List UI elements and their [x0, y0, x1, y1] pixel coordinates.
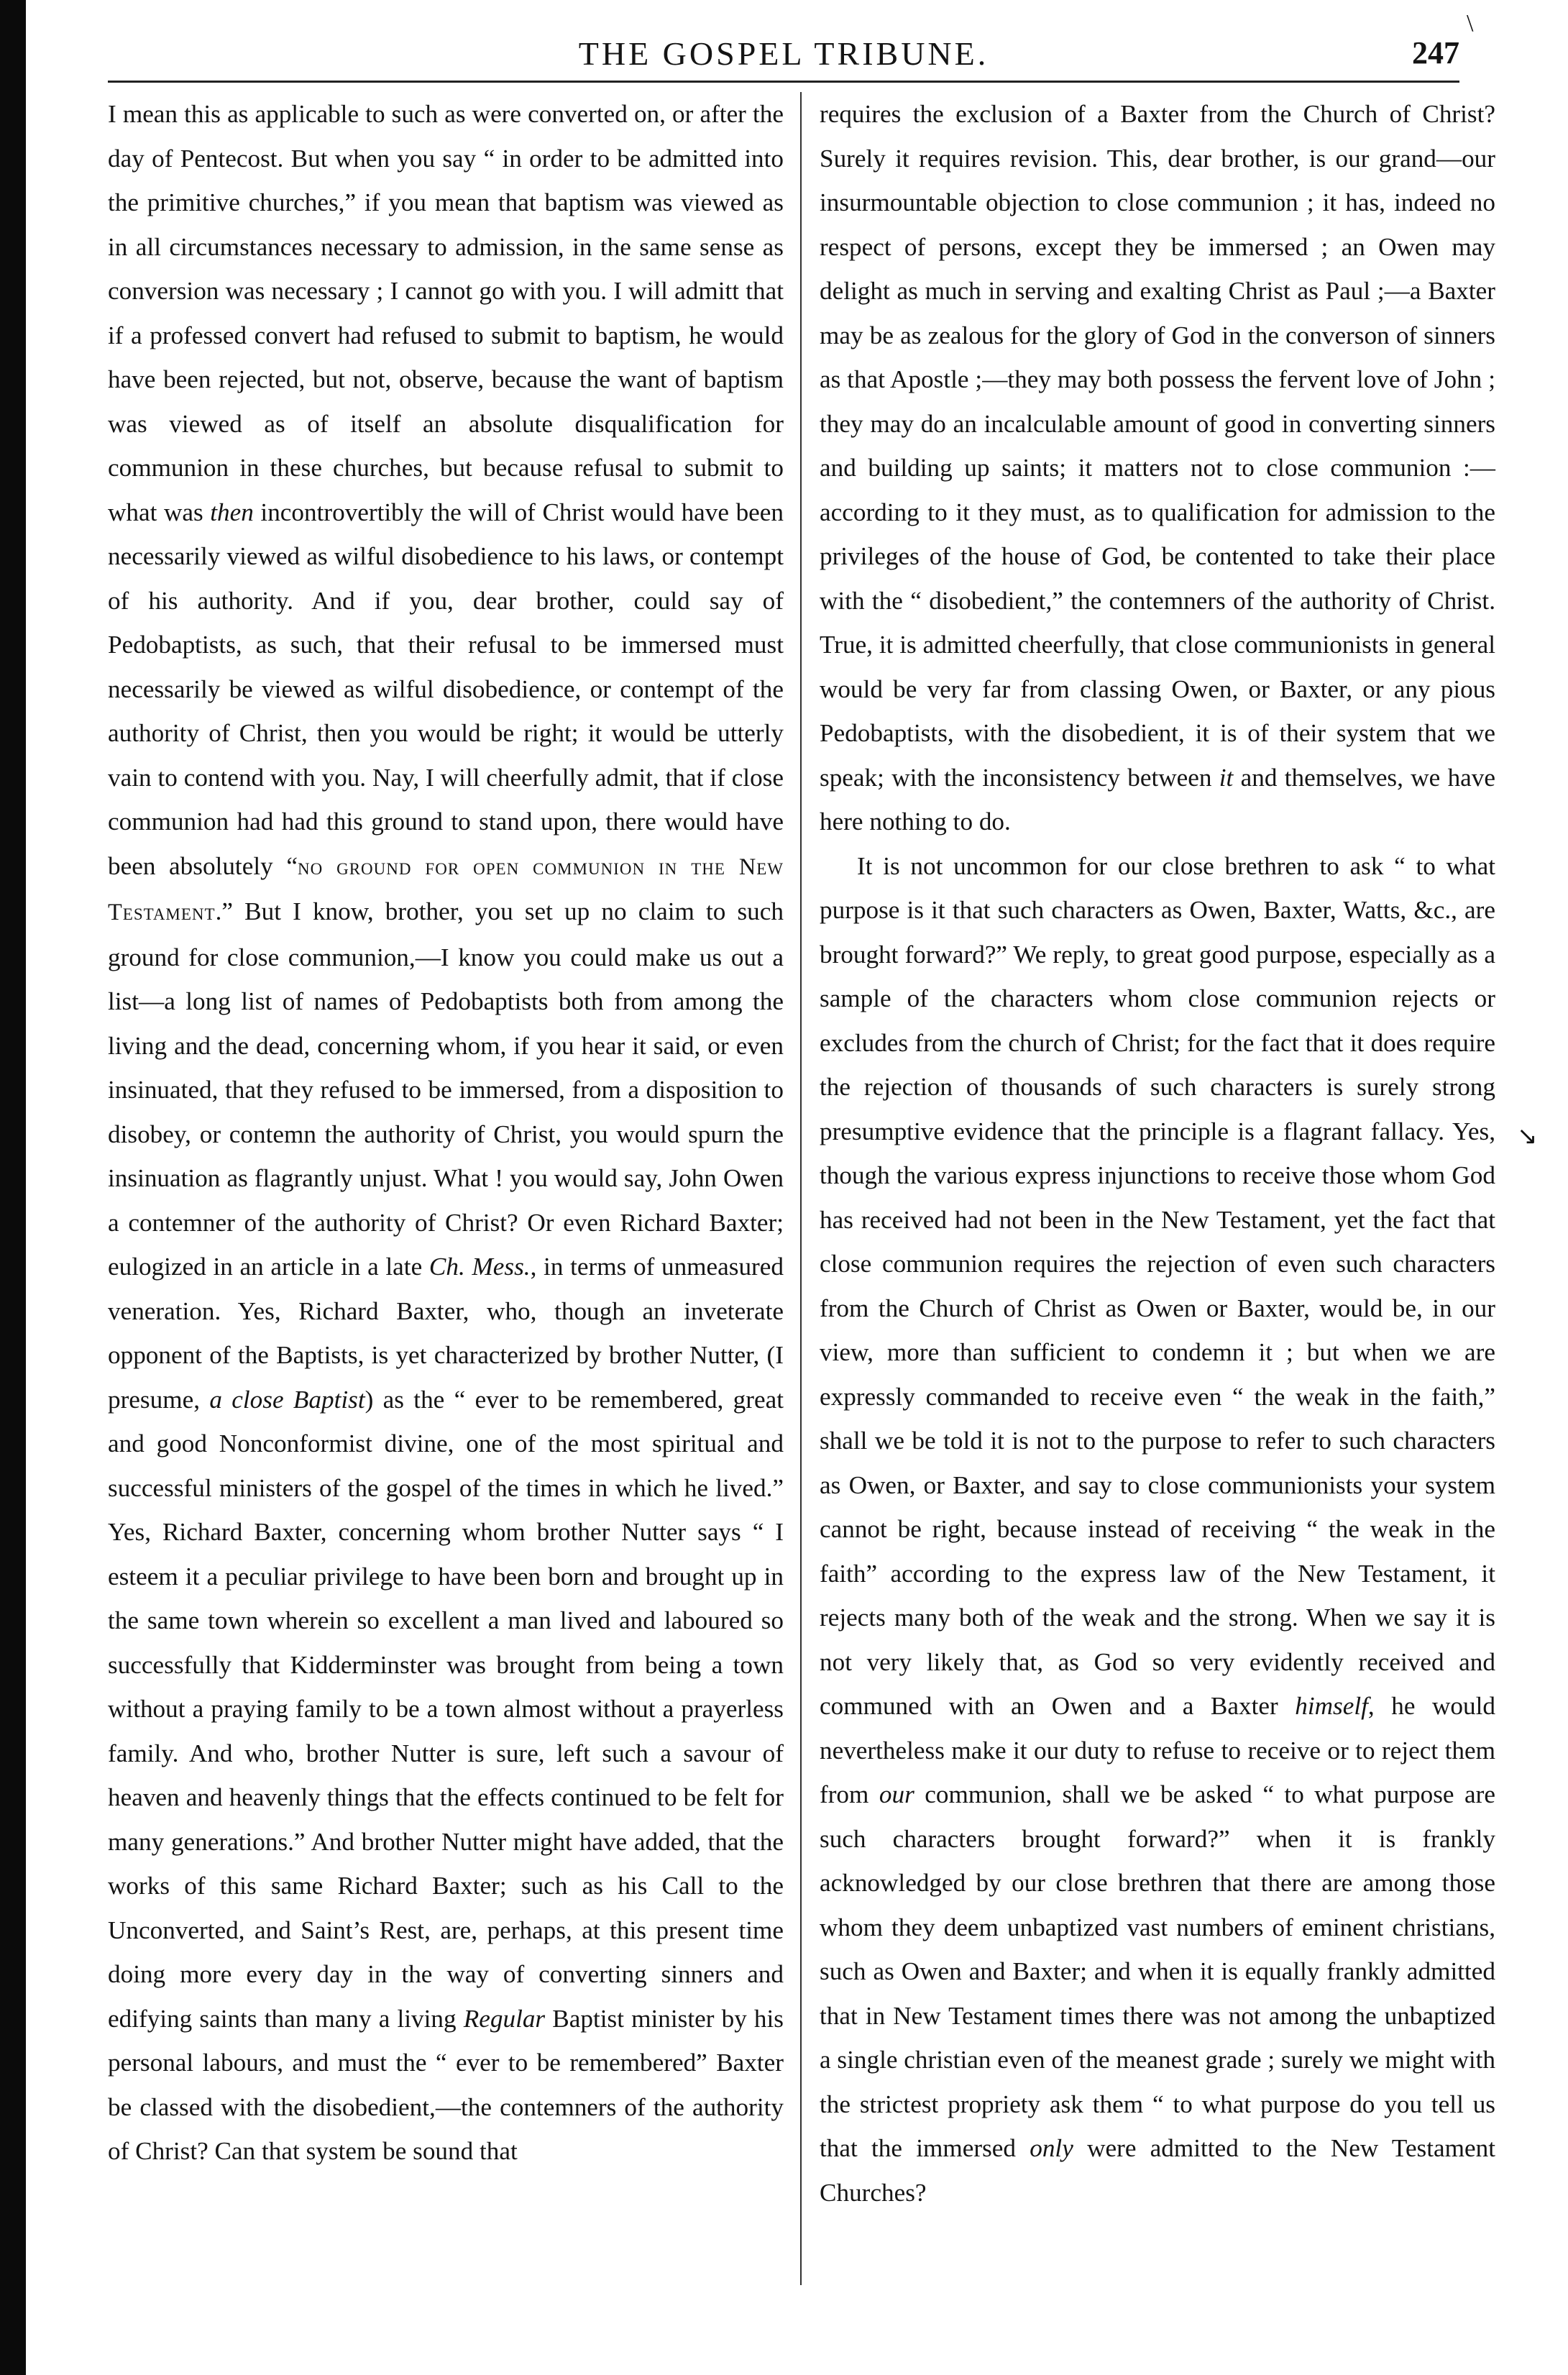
scan-binding-edge	[0, 0, 26, 2375]
right-paragraph-2: It is not uncommon for our close brethren to ask “ to what purpose is it that such characters as Owen, Baxter, Watts, &c., are brought forward?” We reply, to great good purpose, especially as a sample of the characters whom close communion rejects or excludes from the church of Christ; for the fact that it does require the rejection of thousands of such characters is surely strong presumptive evidence that the principle is a flagrant fallacy. Yes, though the various express injunctions to receive those whom God has received had not been in the New Testament, yet the fact that close communion requires the rejection of even such characters from the Church of Christ as Owen or Baxter, would be, in our view, more than sufficient to condemn it ; but when we are expressly commanded to receive even “ the weak in the faith,” shall we be told it is not to the purpose to refer to such characters as Owen, or Baxter, and say to close communionists your system cannot be right, because instead of receiving “ the weak in the faith” according to the express law of the New Testament, it rejects many both of the weak and the strong. When we say it is not very likely that, as God so very evidently received and communed with an Owen and a Baxter himself, he would nevertheless make it our duty to refuse to receive or to reject them from our communion, shall we be asked “ to what purpose are such characters brought forward?” when it is frankly acknowledged by our close brethren that there are among those whom they deem unbaptized vast numbers of eminent christians, such as Owen and Baxter; and when it is equally frankly admitted that in New Testament times there was not among the unbaptized a single christian even of the meanest grade ; surely we might with the strictest propriety ask them “ to what purpose do you tell us that the immersed only were admitted to the New Testament Churches?	[820, 851, 1496, 2207]
page-header	[108, 35, 1459, 85]
scan-margin-mark: ↘	[1517, 1123, 1538, 1150]
page-number: 247	[1412, 35, 1459, 70]
column-divider	[800, 92, 802, 2285]
header-rule	[108, 81, 1459, 83]
right-column	[820, 92, 1495, 2215]
running-title: THE GOSPEL TRIBUNE.	[578, 35, 989, 72]
scan-speck: \	[1467, 10, 1474, 37]
right-paragraph-1: requires the exclusion of a Baxter from the Church of Christ? Surely it requires revision. This, dear brother, is our grand—our insurmountable objection to close communion ; it has, indeed no respect of persons, except they be immersed ; an Owen may delight as much in serving and exalting Christ as Paul ;—a Baxter may be as zealous for the glory of God in the converson of sinners as that Apostle ;—they may both possess the fervent love of John ; they may do an incalculable amount of good in converting sinners and building up saints; it matters not to close communion :—according to it they must, as to qualification for admission to the privileges of the house of God, be contented to take their place with the “ disobedient,” the contemners of the authority of Christ. True, it is admitted cheerfully, that close communionists in general would be very far from classing Owen, or Baxter, or any pious Pedobaptists, with the disobedient, it is of their system that we speak; with the inconsistency between it and themselves, we have here nothing to do.	[820, 100, 1495, 836]
small-caps-phrase: no ground for open communion in the New Testament	[108, 854, 784, 925]
periodical-abbrev: Ch. Mess.	[428, 1253, 531, 1281]
left-paragraph-1: I mean this as applicable to such as were converted on, or after the day of Pentecost. But when you say “ in order to be admitted into the primitive churches,” if you mean that baptism was viewed as in all circumstances necessary to admission, in the same sense as conversion was necessary ; I cannot go with you. I will admitt that if a professed convert had refused to submit to baptism, he would have been rejected, but not, observe, because the want of baptism was viewed as of itself an absolute disqualification for communion in these churches, but because refusal to submit to what was then incontrovertibly the will of Christ would have been necessarily viewed as wilful disobedience to his laws, or contempt of his authority. And if you, dear brother, could say of Pedobaptists, as such, that their refusal to be immersed must necessarily be viewed as wilful disobedience, or contempt of the authority of Christ, then you would be right; it would be utterly vain to contend with you. Nay, I will cheerfully admit, that if close communion had had this ground to stand upon, there would have been absolutely “no ground for open communion in the New Testament.” But I know, brother, you set up no claim to such ground for close communion,—I know you could make us out a list—a long list of names of Pedobaptists both from among the living and the dead, concerning whom, if you hear it said, or even insinuated, that they refused to be immersed, from a disposition to disobey, or contemn the authority of Christ, you would spurn the insinuation as flagrantly unjust. What ! you would say, John Owen a contemner of the authority of Christ? Or even Richard Baxter; eulogized in an article in a late Ch. Mess., in terms of unmeasured veneration. Yes, Richard Baxter, who, though an inveterate opponent of the Baptists, is yet characterized by brother Nutter, (I presume, a close Baptist) as the “ ever to be remembered, great and good Nonconformist divine, one of the most spiritual and successful ministers of the gospel of the times in which he lived.” Yes, Richard Baxter, concerning whom brother Nutter says “ I esteem it a peculiar privilege to have been born and brought up in the same town wherein so excellent a man lived and laboured so successfully that Kidderminster was brought from being a town without a praying family to be a town almost without a prayerless family. And who, brother Nutter is sure, left such a savour of heaven and heavenly things that the effects continued to be felt for many generations.” And brother Nutter might have added, that the works of this same Richard Baxter; such as his Call to the Unconverted, and Saint’s Rest, are, perhaps, at this present time doing more every day in the way of converting sinners and edifying saints than many a living Regular Baptist minister by his personal labours, and must the “ ever to be remembered” Baxter be classed with the disobedient,—the contemners of the authority of Christ? Can that system be sound that	[108, 100, 784, 2165]
left-column	[108, 92, 784, 2174]
